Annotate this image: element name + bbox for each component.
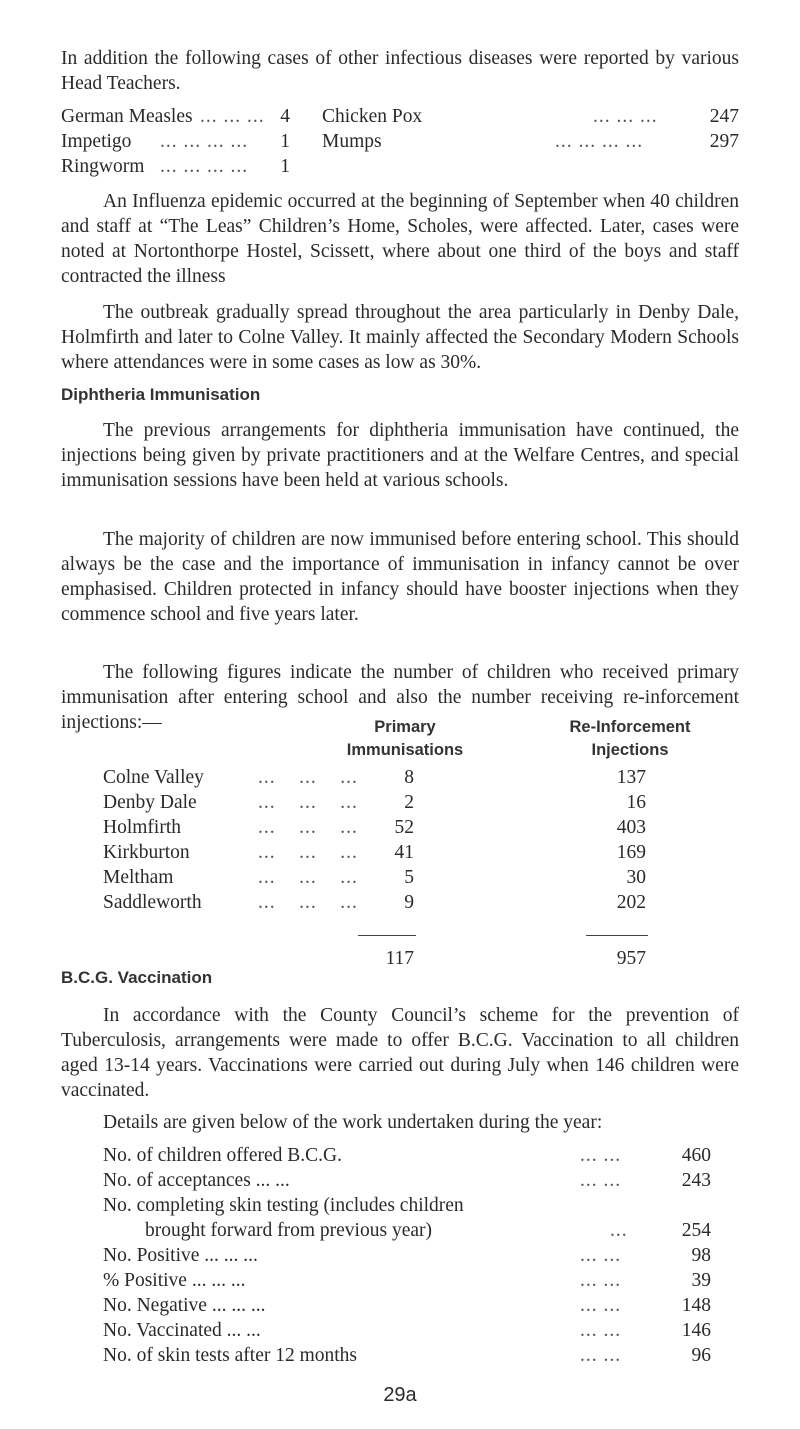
table-cell-primary: 5 (404, 867, 414, 888)
table-row-area: Holmfirth (103, 817, 181, 838)
table-row-area: Denby Dale (103, 792, 197, 813)
list-item-value: 148 (681, 1295, 711, 1316)
leader-dots: ... ... (580, 1145, 622, 1166)
list-item-label: No. of acceptances ... ... (103, 1170, 290, 1191)
disease-name: Chicken Pox (322, 106, 423, 127)
document-page: In addition the following cases of other infectious diseases were reported by various Head Teachers. German Measles ... ... ... 4 Impetigo ... ... ... ... 1 Ringworm ... ... ... ... 1 Chicken Pox ... ... ... 247 Mumps ... ... ... ... 297 An Influenza epidemic occurred at the beginning of September when 40 children and staff at “The Leas” Children’s Home, Scholes, were affected. Later, cases were noted at Nortonthorpe Hostel, Scissett, where about one third of the boys and staff contracted the illness The outbreak gradually spread throughout the area particularly in Denby Dale, Holmfirth and later to Colne Valley. It mainly affected the Secondary Modern Schools where attendances were in some cases as low as 30%. Diphtheria Immunisation The previous arrangements for diphtheria immunisation have continued, the injections being given by private practitioners and at the Welfare Centres, and special immunisation sessions have been held at various schools. The majority of children are now immunised before entering school. This should always be the case and the importance of immunisation in infancy cannot be over emphasised. Children protected in infancy should have booster injections when they commence school and five years later. The following figures indicate the number of children who received primary immunisation after entering school and also the number receiving re-inforcement injections:— Primary Immunisations Re-Inforcement Injections Colne Valley ... ... ... 8 137 Denby Dale ... ... ... 2 16 Holmfirth ... ... ... 52 403 Kirkburton ... ... ... 41 169 Meltham ... ... ... 5 30 Saddleworth ... ... ... 9 202 117 957 B.C.G. Vaccination In accordance with the County Council’s scheme for the prevention of Tuberculosis, arrangements were made to offer B.C.G. Vaccination to all children aged 13-14 years. Vaccinations were carried out during July when 146 children were vaccinated. Details are given below of the work undertaken during the year: No. of children offered B.C.G. ... ... 460 No. of acceptances ... ... ... ... 243 No. completing skin testing (includes children brought forward from previous year) ... 254 No. Positive ... ... ... ... ... 98 % Positive ... ... ... ... ... 39 No. Negative ... ... ... ... ... 148 No. Vaccinated ... ... ... ... 146 No. of skin tests after 12 months ... ... 96 29a (61, 48, 739, 1406)
table-row-area: Meltham (103, 867, 174, 888)
list-item-value: 254 (681, 1220, 711, 1241)
list-item-label: No. Positive ... ... ... (103, 1245, 258, 1266)
disease-count: 1 (280, 131, 290, 152)
list-item-value: 39 (691, 1270, 711, 1291)
table-cell-reinforcement: 403 (616, 817, 646, 838)
leader-dots: ... ... ... ... (160, 156, 249, 177)
diphtheria-heading: Diphtheria Immunisation (61, 385, 261, 404)
leader-dots: ... ... ... ... (555, 131, 644, 152)
table-cell-reinforcement: 137 (616, 767, 646, 788)
table-cell-primary: 41 (394, 842, 414, 863)
column-header-reinforcement: Re-Inforcement (569, 718, 691, 736)
list-item-value: 98 (691, 1245, 711, 1266)
list-item-value: 146 (681, 1320, 711, 1341)
leader-dots: ... ... (580, 1245, 622, 1266)
list-item-value: 460 (681, 1145, 711, 1166)
list-item-label: No. completing skin testing (includes children (103, 1195, 464, 1216)
leader-dots: ... ... ... (200, 106, 265, 127)
diphtheria-paragraph-1: The previous arrangements for diphtheria immunisation have continued, the injections being given by private practitioners and at the Welfare Centres, and special immunisation sessions have been held at various schools. (61, 420, 739, 491)
table-cell-primary: 9 (404, 892, 414, 913)
leader-dots: ... ... (580, 1295, 622, 1316)
list-item-value: 243 (681, 1170, 711, 1191)
table-cell-primary: 2 (404, 792, 414, 813)
table-cell-primary: 52 (394, 817, 414, 838)
bcg-paragraph-2: Details are given below of the work undertaken during the year: (103, 1112, 603, 1133)
disease-count: 247 (709, 106, 739, 127)
table-cell-reinforcement: 16 (626, 792, 646, 813)
leader-dots: ... ... ... (593, 106, 658, 127)
disease-name: Ringworm (61, 156, 145, 177)
list-item-label: No. of skin tests after 12 months (103, 1345, 358, 1366)
column-header-reinforcement-sub: Injections (591, 741, 669, 759)
bcg-paragraph-1: In accordance with the County Council’s scheme for the prevention of Tuberculosis, arrangements were made to offer B.C.G. Vaccination to all children aged 13-14 years. Vaccinations were carried out during July when 146 children were vaccinated. (61, 1005, 739, 1101)
table-total-primary: 117 (385, 948, 414, 969)
table-total-reinforcement: 957 (616, 948, 646, 969)
column-header-primary: Primary (374, 718, 436, 736)
disease-name: German Measles (61, 106, 193, 127)
table-cell-reinforcement: 202 (616, 892, 646, 913)
table-cell-primary: 8 (404, 767, 414, 788)
table-row-area: Saddleworth (103, 892, 202, 913)
list-item-label: brought forward from previous year) (145, 1220, 432, 1241)
leader-dots: ... ... (580, 1270, 622, 1291)
total-rule (358, 935, 416, 936)
influenza-paragraph-1: An Influenza epidemic occurred at the beginning of September when 40 children and staff at “The Leas” Children’s Home, Scholes, were affected. Later, cases were noted at Nortonthorpe Hostel, Scissett, where about one third of the boys and staff contracted the illness (61, 191, 739, 287)
disease-count: 1 (280, 156, 290, 177)
table-cell-reinforcement: 30 (626, 867, 646, 888)
leader-dots: ... ... (580, 1345, 622, 1366)
bcg-heading: B.C.G. Vaccination (61, 968, 213, 987)
disease-count: 297 (709, 131, 739, 152)
column-header-primary-sub: Immunisations (346, 741, 464, 759)
leader-dots: ... ... (580, 1320, 622, 1341)
list-item-label: % Positive ... ... ... (103, 1270, 246, 1291)
intro-paragraph: In addition the following cases of other infectious diseases were reported by various Head Teachers. (61, 48, 739, 94)
disease-count: 4 (280, 106, 290, 127)
list-item-label: No. Vaccinated ... ... (103, 1320, 261, 1341)
diphtheria-paragraph-2: The majority of children are now immunised before entering school. This should always be the case and the importance of immunisation in infancy cannot be over emphasised. Children protected in infancy should have booster injections when they commence school and five years later. (61, 529, 739, 625)
leader-dots: ... ... (580, 1170, 622, 1191)
list-item-label: No. of children offered B.C.G. (103, 1145, 342, 1166)
leader-dots: ... (610, 1220, 628, 1241)
total-rule (586, 935, 648, 936)
table-cell-reinforcement: 169 (616, 842, 646, 863)
table-row-area: Colne Valley (103, 767, 204, 788)
list-item-value: 96 (691, 1345, 711, 1366)
list-item-label: No. Negative ... ... ... (103, 1295, 266, 1316)
page-number: 29a (383, 1384, 417, 1406)
diphtheria-paragraph-3: The following figures indicate the number of children who received primary immunisation after entering school and also the number receiving re-inforcement injections:— (61, 662, 739, 733)
disease-name: Impetigo (61, 131, 132, 152)
disease-name: Mumps (322, 131, 382, 152)
leader-dots: ... ... ... ... (160, 131, 249, 152)
table-row-area: Kirkburton (103, 842, 190, 863)
influenza-paragraph-2: The outbreak gradually spread throughout the area particularly in Denby Dale, Holmfirth and later to Colne Valley. It mainly affected the Secondary Modern Schools where attendances were in some cases as low as 30%. (61, 302, 739, 373)
